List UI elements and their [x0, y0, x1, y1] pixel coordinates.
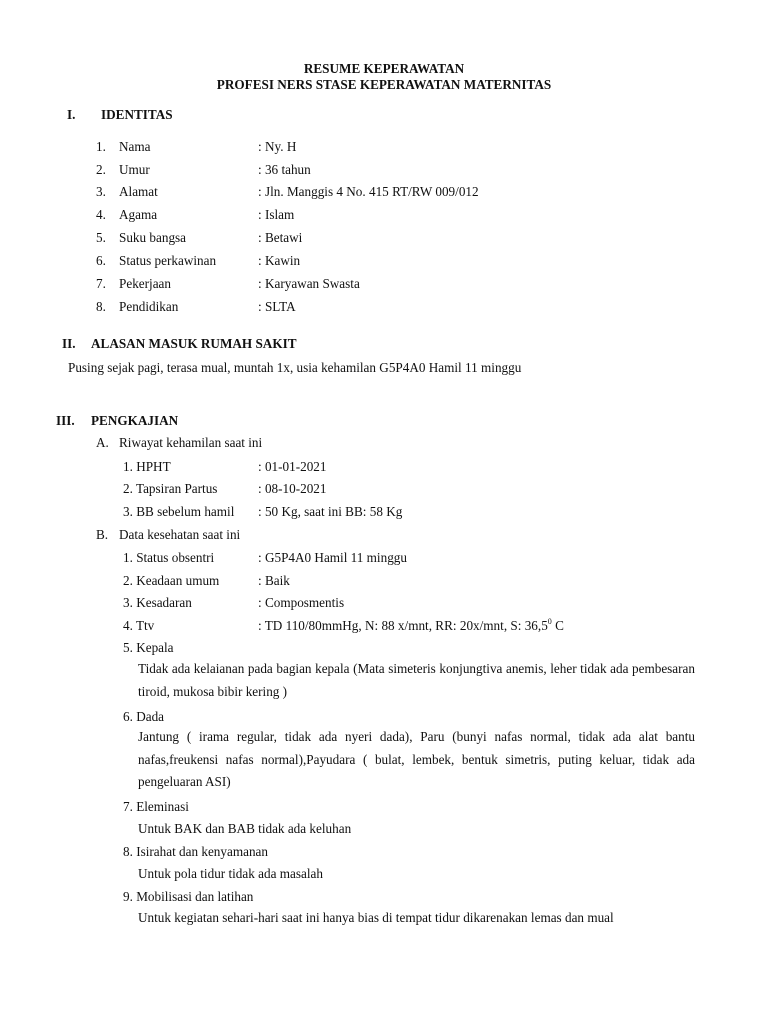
istirahat-text: Untuk pola tidur tidak ada masalah: [138, 866, 323, 881]
item-label: Umur: [119, 162, 150, 177]
item-number: 8.: [96, 299, 106, 314]
item-label: 2. Keadaan umum: [123, 573, 220, 588]
eleminasi-text: Untuk BAK dan BAB tidak ada keluhan: [138, 821, 352, 836]
subsection-letter: A.: [96, 435, 109, 450]
section-title: IDENTITAS: [101, 107, 173, 122]
item-label: 1. Status obsentri: [123, 550, 215, 565]
section-number: I.: [67, 107, 76, 122]
dada-label: 6. Dada: [123, 709, 165, 724]
item-value: : Composmentis: [258, 595, 345, 610]
kepala-label: 5. Kepala: [123, 640, 174, 655]
item-value: : 01-01-2021: [258, 459, 327, 474]
item-value: : Islam: [258, 207, 295, 222]
item-value: : Betawi: [258, 230, 303, 245]
item-value: : SLTA: [258, 299, 296, 314]
item-number: 1.: [96, 139, 106, 154]
item-label: Nama: [119, 139, 151, 154]
document-subtitle: PROFESI NERS STASE KEPERAWATAN MATERNITAS: [216, 77, 552, 92]
item-value: : G5P4A0 Hamil 11 minggu: [258, 550, 407, 565]
subsection-letter: B.: [96, 527, 109, 542]
item-label: 3. Kesadaran: [123, 595, 192, 610]
item-number: 6.: [96, 253, 106, 268]
item-label: Status perkawinan: [119, 253, 217, 268]
vital-signs-value: : TD 110/80mmHg, N: 88 x/mnt, RR: 20x/mnt, S: 36,5: [258, 618, 548, 633]
item-number: 2.: [96, 162, 106, 177]
admission-reason-text: Pusing sejak pagi, terasa mual, muntah 1x, usia kehamilan G5P4A0 Hamil 11 minggu: [68, 360, 522, 375]
mobilisasi-label: 9. Mobilisasi dan latihan: [123, 889, 254, 904]
item-value: [258, 618, 564, 634]
item-label: Pekerjaan: [119, 276, 171, 291]
subsection-title: Riwayat kehamilan saat ini: [119, 435, 263, 450]
item-value: : 08-10-2021: [258, 481, 327, 496]
kepala-text: Tidak ada kelaianan pada bagian kepala (Mata simeteris konjungtiva anemis, leher tidak ada pembesaran tiroid, mukosa bibir kering ): [138, 661, 695, 699]
item-label: Pendidikan: [119, 299, 179, 314]
item-label: Suku bangsa: [119, 230, 187, 245]
item-number: 3.: [96, 184, 106, 199]
item-label: Alamat: [119, 184, 158, 199]
item-value: : Jln. Manggis 4 No. 415 RT/RW 009/012: [258, 184, 479, 199]
subsection-title: Data kesehatan saat ini: [119, 527, 241, 542]
eleminasi-label: 7. Eleminasi: [123, 799, 189, 814]
item-number: 7.: [96, 276, 106, 291]
item-value: : Baik: [258, 573, 290, 588]
item-value: : 36 tahun: [258, 162, 311, 177]
item-label: 2. Tapsiran Partus: [123, 481, 218, 496]
item-label: 3. BB sebelum hamil: [123, 504, 235, 519]
section-title: ALASAN MASUK RUMAH SAKIT: [91, 336, 297, 351]
item-label: 4. Ttv: [123, 618, 155, 633]
temperature-unit: C: [551, 618, 564, 633]
dada-text: Jantung ( irama regular, tidak ada nyeri dada), Paru (bunyi nafas normal, tidak ada alat bantu nafas,freukensi nafas normal),Payudara ( bulat, lembek, bentuk simetris, puting keluar, tidak ada pengeluaran ASI): [138, 729, 695, 790]
degree-superscript: 0: [547, 617, 552, 626]
item-label: Agama: [119, 207, 158, 222]
section-number: III.: [56, 413, 75, 428]
section-title: PENGKAJIAN: [91, 413, 179, 428]
item-number: 5.: [96, 230, 106, 245]
item-value: : Kawin: [258, 253, 301, 268]
item-value: : Ny. H: [258, 139, 297, 154]
istirahat-label: 8. Isirahat dan kenyamanan: [123, 844, 269, 859]
item-number: 4.: [96, 207, 106, 222]
mobilisasi-text: Untuk kegiatan sehari-hari saat ini hanya bias di tempat tidur dikarenakan lemas dan mual: [138, 910, 614, 925]
item-label: 1. HPHT: [123, 459, 171, 474]
document-title: RESUME KEPERAWATAN: [303, 61, 465, 76]
item-value: : 50 Kg, saat ini BB: 58 Kg: [258, 504, 403, 519]
section-number: II.: [62, 336, 76, 351]
item-value: : Karyawan Swasta: [258, 276, 360, 291]
